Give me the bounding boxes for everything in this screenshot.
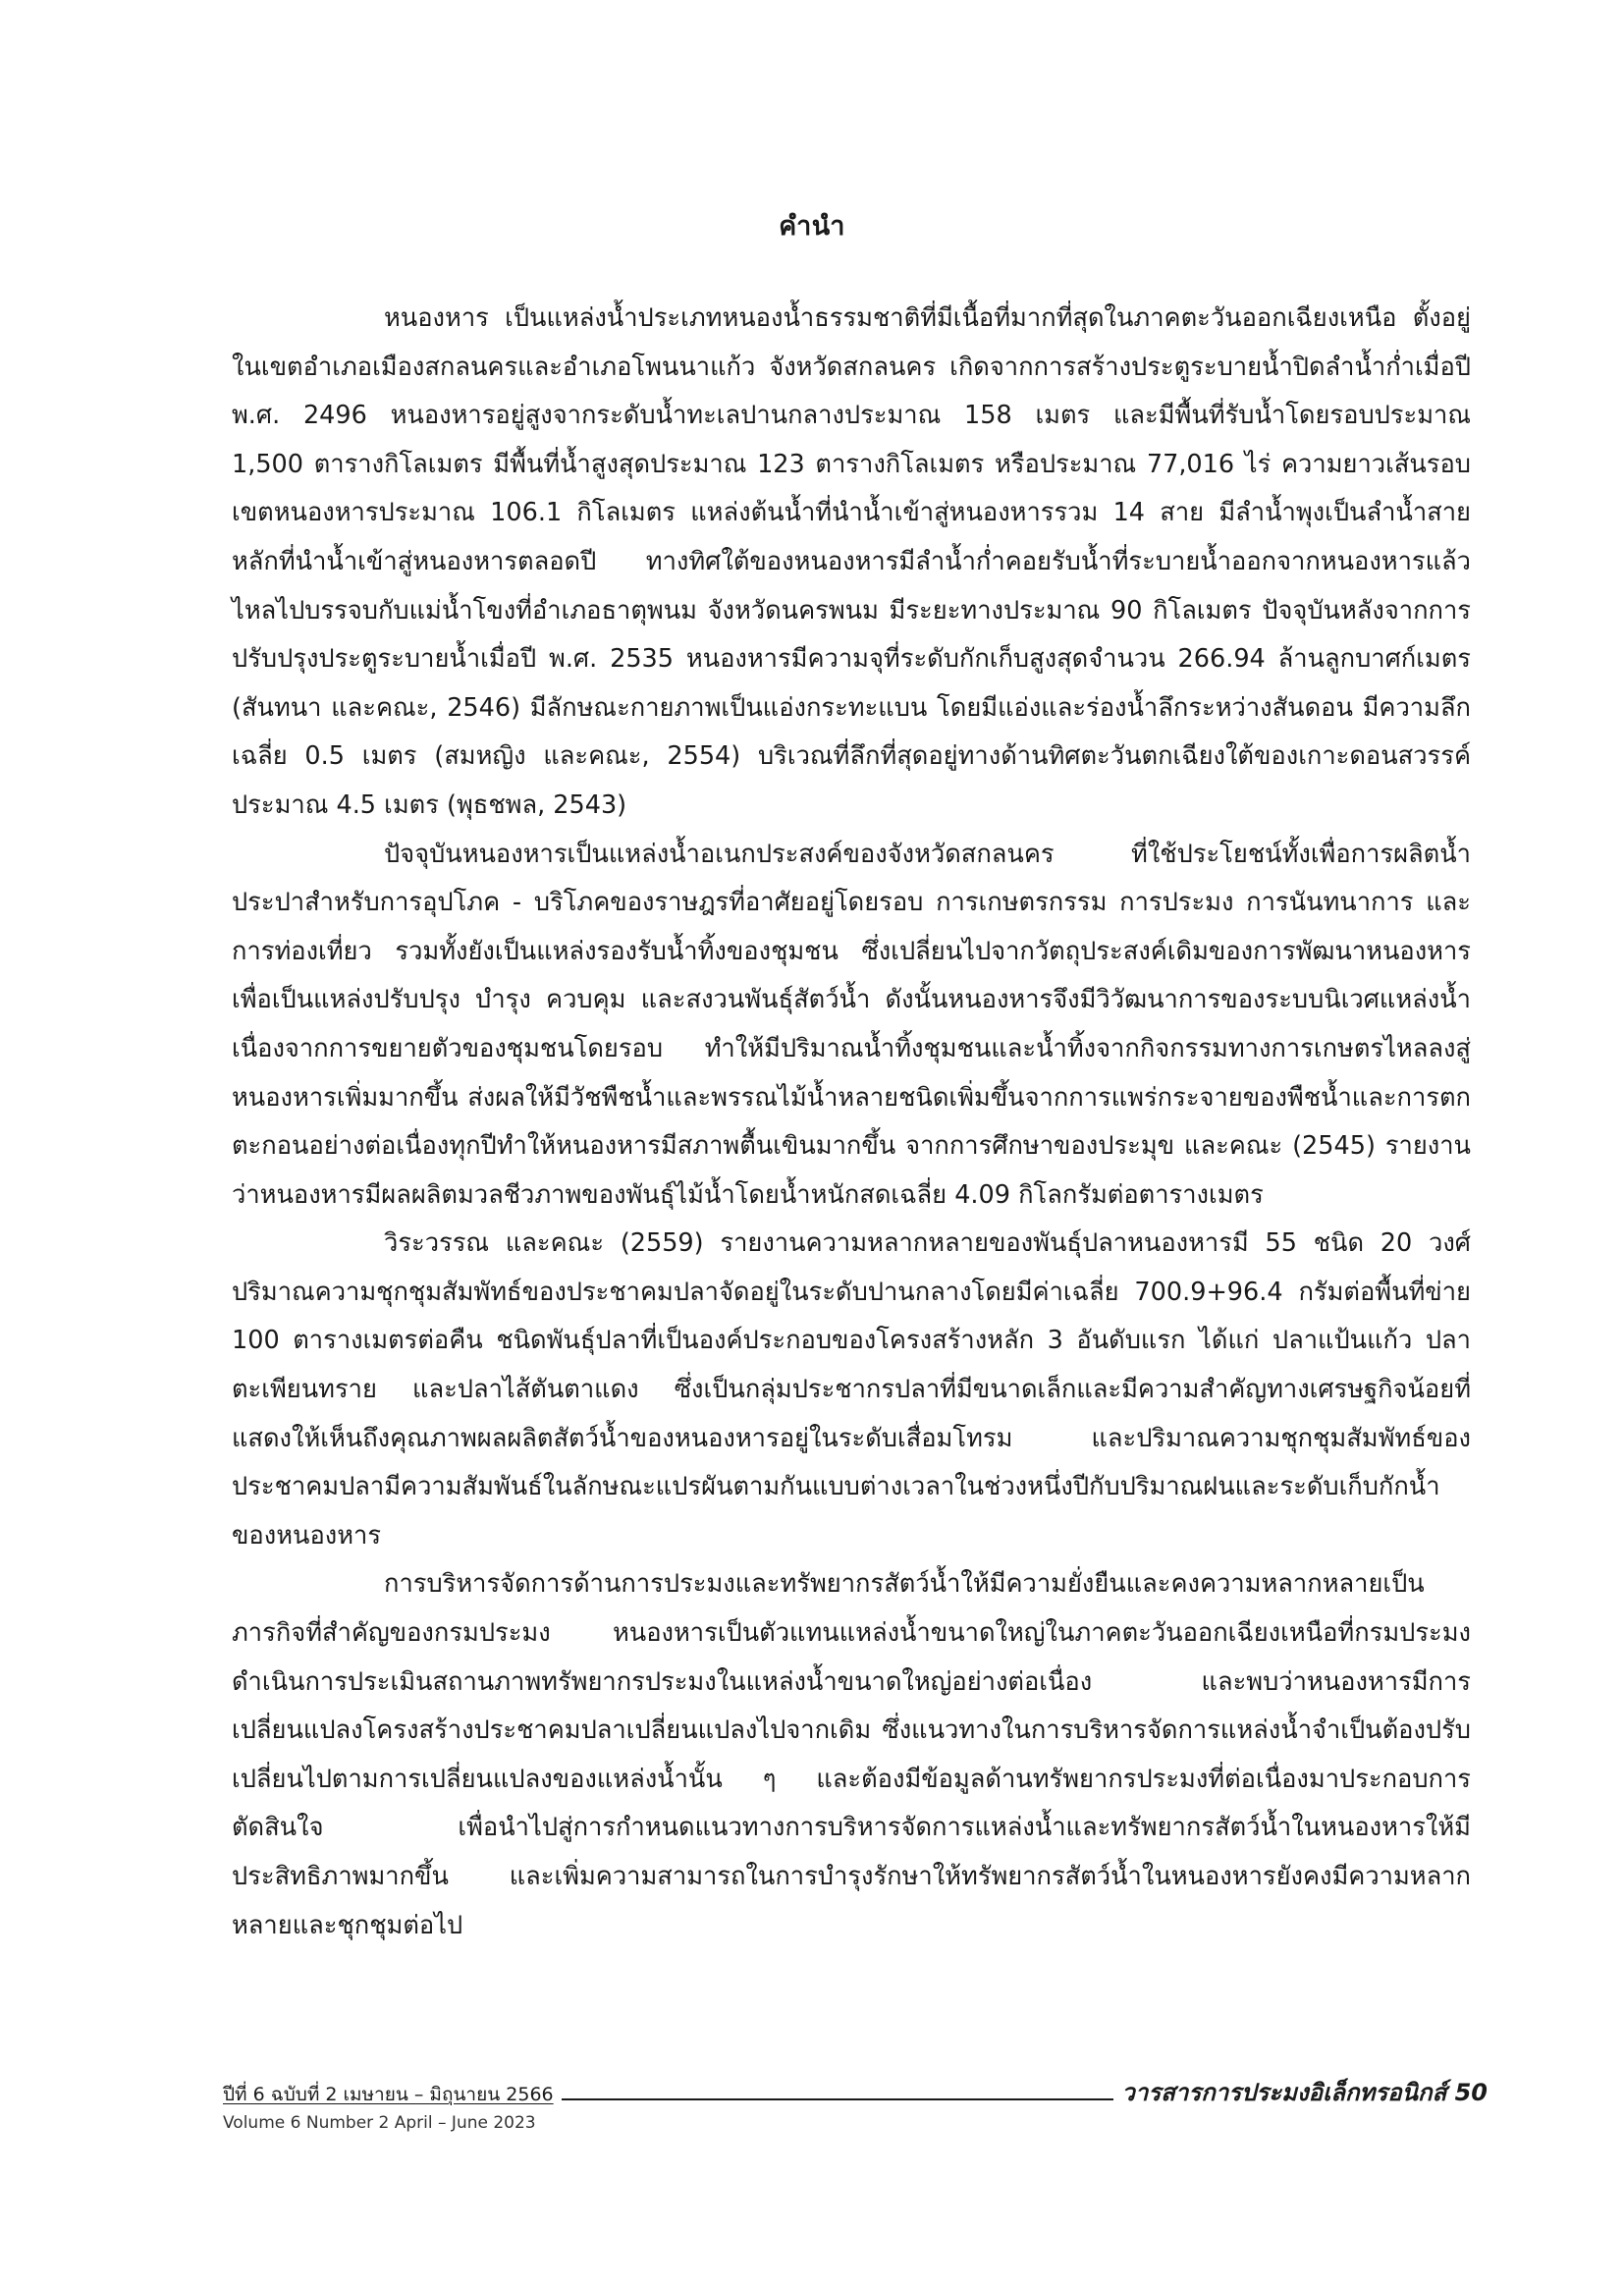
footer-rule	[562, 2098, 1114, 2100]
page-footer	[223, 2078, 1488, 2133]
footer-issue-thai: ปีที่ 6 ฉบับที่ 2 เมษายน – มิถุนายน 2566	[223, 2084, 554, 2105]
page-title: คำนำ	[779, 211, 845, 242]
footer-issue-english: Volume 6 Number 2 April – June 2023	[223, 2113, 536, 2133]
paragraph-1: หนองหาร เป็นแหล่งน้ำประเภทหนองน้ำธรรมชาติที่มีเนื้อที่มากที่สุดในภาคตะวันออกเฉียงเหนือ ตั้งอยู่ในเขตอำเภอเมืองสกลนครและอำเภอโพนนาแก้ว จังหวัดสกลนคร เกิดจากการสร้างประตูระบายน้ำปิดลำน้ำก่ำเมื่อปี พ.ศ. 2496 หนองหารอยู่สูงจากระดับน้ำทะเลปานกลางประมาณ 158 เมตร และมีพื้นที่รับน้ำโดยรอบประมาณ 1,500 ตารางกิโลเมตร มีพื้นที่น้ำสูงสุดประมาณ 123 ตารางกิโลเมตร หรือประมาณ 77,016 ไร่ ความยาวเส้นรอบเขตหนองหารประมาณ 106.1 กิโลเมตร แหล่งต้นน้ำที่นำน้ำเข้าสู่หนองหารรวม 14 สาย มีลำน้ำพุงเป็นลำน้ำสายหลักที่นำน้ำเข้าสู่หนองหารตลอดปี ทางทิศใต้ของหนองหารมีลำน้ำก่ำคอยรับน้ำที่ระบายน้ำออกจากหนองหารแล้วไหลไปบรรจบกับแม่น้ำโขงที่อำเภอธาตุพนม จังหวัดนครพนม มีระยะทางประมาณ 90 กิโลเมตร ปัจจุบันหลังจากการปรับปรุงประตูระบายน้ำเมื่อปี พ.ศ. 2535 หนองหารมีความจุที่ระดับกักเก็บสูงสุดจำนวน 266.94 ล้านลูกบาศก์เมตร (สันทนา และคณะ, 2546) มีลักษณะกายภาพเป็นแอ่งกระทะแบน โดยมีแอ่งและร่องน้ำลึกระหว่างสันดอน มีความลึกเฉลี่ย 0.5 เมตร (สมหญิง และคณะ, 2554) บริเวณที่ลึกที่สุดอยู่ทางด้านทิศตะวันตกเฉียงใต้ของเกาะดอนสวรรค์ประมาณ 4.5 เมตร (พุธชพล, 2543)	[232, 303, 1471, 820]
paragraph-4: การบริหารจัดการด้านการประมงและทรัพยากรสัตว์น้ำให้มีความยั่งยืนและคงความหลากหลายเป็นภารกิจที่สำคัญของกรมประมง หนองหารเป็นตัวแทนแหล่งน้ำขนาดใหญ่ในภาคตะวันออกเฉียงเหนือที่กรมประมงดำเนินการประเมินสถานภาพทรัพยากรประมงในแหล่งน้ำขนาดใหญ่อย่างต่อเนื่อง และพบว่าหนองหารมีการเปลี่ยนแปลงโครงสร้างประชาคมปลาเปลี่ยนแปลงไปจากเดิม ซึ่งแนวทางในการบริหารจัดการแหล่งน้ำจำเป็นต้องปรับเปลี่ยนไปตามการเปลี่ยนแปลงของแหล่งน้ำนั้น ๆ และต้องมีข้อมูลด้านทรัพยากรประมงที่ต่อเนื่องมาประกอบการตัดสินใจ เพื่อนำไปสู่การกำหนดแนวทางการบริหารจัดการแหล่งน้ำและทรัพยากรสัตว์น้ำในหนองหารให้มีประสิทธิภาพมากขึ้น และเพิ่มความสามารถในการบำรุงรักษาให้ทรัพยากรสัตว์น้ำในหนองหารยังคงมีความหลากหลายและชุกชุมต่อไป	[232, 1569, 1471, 1940]
body-text	[232, 295, 1471, 1950]
paragraph-2: ปัจจุบันหนองหารเป็นแหล่งน้ำอเนกประสงค์ของจังหวัดสกลนคร ที่ใช้ประโยชน์ทั้งเพื่อการผลิตน้ำประปาสำหรับการอุปโภค - บริโภคของราษฎรที่อาศัยอยู่โดยรอบ การเกษตรกรรม การประมง การนันทนาการ และการท่องเที่ยว รวมทั้งยังเป็นแหล่งรองรับน้ำทิ้งของชุมชน ซึ่งเปลี่ยนไปจากวัตถุประสงค์เดิมของการพัฒนาหนองหารเพื่อเป็นแหล่งปรับปรุง บำรุง ควบคุม และสงวนพันธุ์สัตว์น้ำ ดังนั้นหนองหารจึงมีวิวัฒนาการของระบบนิเวศแหล่งน้ำเนื่องจากการขยายตัวของชุมชนโดยรอบ ทำให้มีปริมาณน้ำทิ้งชุมชนและน้ำทิ้งจากกิจกรรมทางการเกษตรไหลลงสู่หนองหารเพิ่มมากขึ้น ส่งผลให้มีวัชพืชน้ำและพรรณไม้น้ำหลายชนิดเพิ่มขึ้นจากการแพร่กระจายของพืชน้ำและการตกตะกอนอย่างต่อเนื่องทุกปีทำให้หนองหารมีสภาพตื้นเขินมากขึ้น จากการศึกษาของประมุข และคณะ (2545) รายงานว่าหนองหารมีผลผลิตมวลชีวภาพของพันธุ์ไม้น้ำโดยน้ำหนักสดเฉลี่ย 4.09 กิโลกรัมต่อตารางเมตร	[232, 839, 1471, 1210]
footer-row	[223, 2078, 1488, 2107]
footer-journal-page: วารสารการประมงอิเล็กทรอนิกส์ 50	[1121, 2079, 1488, 2106]
paragraph-3: วิระวรรณ และคณะ (2559) รายงานความหลากหลายของพันธุ์ปลาหนองหารมี 55 ชนิด 20 วงศ์ ปริมาณความชุกชุมสัมพัทธ์ของประชาคมปลาจัดอยู่ในระดับปานกลางโดยมีค่าเฉลี่ย 700.9+96.4 กรัมต่อพื้นที่ข่าย 100 ตารางเมตรต่อคืน ชนิดพันธุ์ปลาที่เป็นองค์ประกอบของโครงสร้างหลัก 3 อันดับแรก ได้แก่ ปลาแป้นแก้ว ปลาตะเพียนทราย และปลาไส้ตันตาแดง ซึ่งเป็นกลุ่มประชากรปลาที่มีขนาดเล็กและมีความสำคัญทางเศรษฐกิจน้อยที่แสดงให้เห็นถึงคุณภาพผลผลิตสัตว์น้ำของหนองหารอยู่ในระดับเสื่อมโทรม และปริมาณความชุกชุมสัมพัทธ์ของประชาคมปลามีความสัมพันธ์ในลักษณะแปรผันตามกันแบบต่างเวลาในช่วงหนึ่งปีกับปริมาณฝนและระดับเก็บกักน้ำของหนองหาร	[232, 1228, 1471, 1551]
